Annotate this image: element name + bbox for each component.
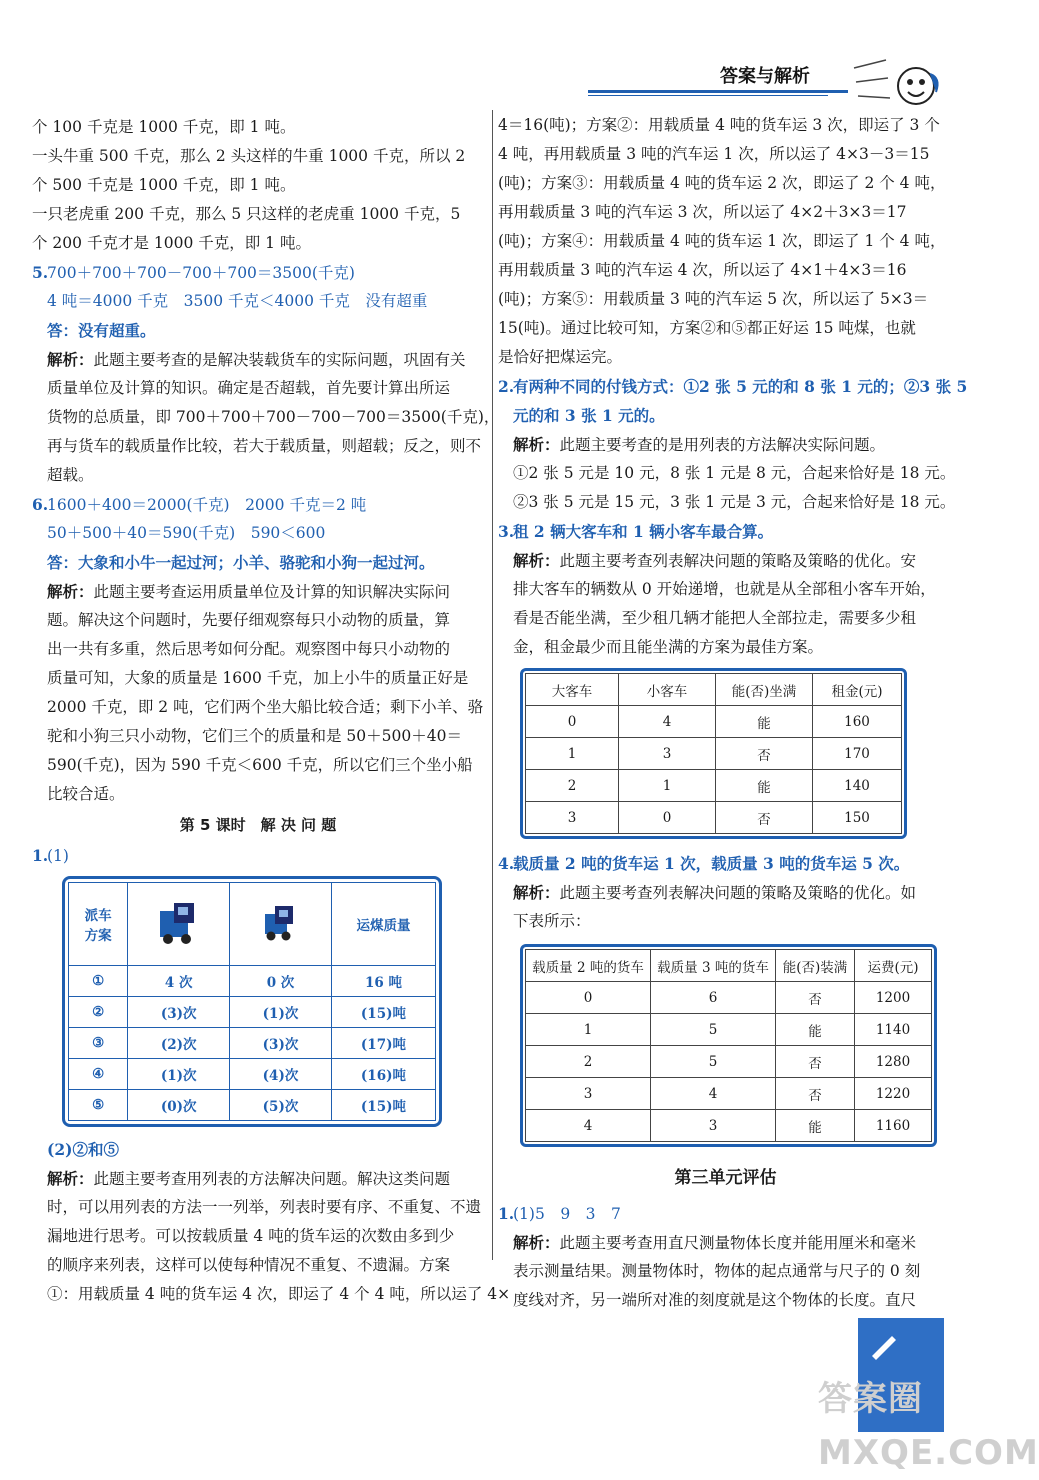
explanation-line: 看是否能坐满，至少租几辆才能把人全部拉走，需要多少租 bbox=[513, 609, 917, 627]
header-text: 方案 bbox=[84, 928, 112, 944]
q5-answer: 答：没有超重。 bbox=[47, 321, 156, 340]
cell: 4 次 bbox=[128, 966, 230, 997]
cell: (15)吨 bbox=[331, 1090, 435, 1121]
cell: 0 次 bbox=[230, 966, 332, 997]
table-header-row bbox=[526, 950, 932, 982]
q4-answer bbox=[498, 849, 953, 878]
q1-explanation bbox=[32, 1164, 484, 1193]
question-number: 1. bbox=[32, 846, 49, 865]
freight-table-frame bbox=[520, 944, 937, 1147]
text-line: (吨)；方案③：用载质量 4 吨的货车运 2 次，即运了 2 个 4 吨， bbox=[498, 174, 946, 192]
explanation-line: 下表所示： bbox=[513, 912, 591, 930]
cell: (16)吨 bbox=[331, 1059, 435, 1090]
text-line: 15(吨)。通过比较可知，方案②和⑤都正好运 15 吨煤，也就 bbox=[498, 319, 916, 337]
table-row bbox=[526, 1110, 932, 1142]
answer-text: 载质量 2 吨的货车运 1 次，载质量 3 吨的货车运 5 次。 bbox=[513, 854, 910, 873]
header-cell: 租金(元) bbox=[813, 674, 902, 706]
table-row bbox=[69, 997, 436, 1028]
header-cell: 载质量 3 吨的货车 bbox=[651, 950, 776, 982]
answer-text: 租 2 辆大客车和 1 辆小客车最合算。 bbox=[513, 522, 774, 541]
table-row bbox=[526, 706, 902, 738]
table-row bbox=[69, 966, 436, 997]
explanation-line: 驼和小狗三只小动物，它们三个的质量和是 50＋500＋40＝ bbox=[47, 727, 462, 745]
analysis-tag: 解析： bbox=[47, 350, 94, 369]
table-header-row bbox=[69, 883, 436, 966]
cell: 3 bbox=[526, 1078, 651, 1110]
explanation-line: 表示测量结果。测量物体时，物体的起点通常与尺子的 0 刻 bbox=[513, 1262, 921, 1280]
text-line: (吨)；方案④：用载质量 4 吨的货车运 1 次，即运了 1 个 4 吨， bbox=[498, 232, 946, 250]
u1-answer bbox=[498, 1199, 953, 1228]
table-header-row bbox=[526, 674, 902, 706]
truck-plan-table bbox=[68, 882, 436, 1121]
text-line: 再用载质量 3 吨的汽车运 4 次，所以运了 4×1＋4×3＝16 bbox=[498, 261, 907, 279]
cell: 1 bbox=[526, 738, 619, 770]
table-row bbox=[69, 1059, 436, 1090]
header-cell: 运费(元) bbox=[855, 950, 932, 982]
header-cell: 能(否)坐满 bbox=[716, 674, 813, 706]
cell: (3)次 bbox=[230, 1028, 332, 1059]
right-column bbox=[498, 111, 968, 1315]
text-line: 4＝16(吨)；方案②：用载质量 4 吨的货车运 3 次，即运了 3 个 bbox=[498, 116, 940, 134]
text-line: 一头牛重 500 千克，那么 2 头这样的牛重 1000 千克，所以 2 bbox=[32, 147, 466, 165]
text-line: 一只老虎重 200 千克，那么 5 只这样的老虎重 1000 千克，5 bbox=[32, 205, 461, 223]
question-number: 1. bbox=[498, 1204, 515, 1223]
left-column bbox=[32, 113, 511, 1309]
cell: (3)次 bbox=[128, 997, 230, 1028]
explanation-text: 此题主要考查运用质量单位及计算的知识解决实际问 bbox=[93, 583, 451, 601]
big-truck-icon bbox=[156, 897, 202, 947]
q5-explanation bbox=[32, 345, 484, 374]
header-cell-plan bbox=[69, 883, 128, 966]
cell: ④ bbox=[69, 1059, 128, 1090]
q2-answer bbox=[498, 372, 968, 401]
explanation-text: 此题主要考查用列表的方法解决问题。解决这类问题 bbox=[93, 1170, 451, 1188]
cell: 170 bbox=[813, 738, 902, 770]
part-label: (1) bbox=[47, 847, 69, 865]
q6-line2: 50＋500＋40＝590(千克) 590＜600 bbox=[47, 524, 326, 542]
cell: 6 bbox=[651, 982, 776, 1014]
answer-text: (1)5 9 3 7 bbox=[513, 1205, 621, 1223]
cell: 否 bbox=[776, 1078, 855, 1110]
explanation-text: 此题主要考查用直尺测量物体长度并能用厘米和毫米 bbox=[559, 1234, 917, 1252]
explanation-text: 此题主要考查的是解决装载货车的实际问题，巩固有关 bbox=[93, 351, 466, 369]
cell: 能 bbox=[716, 770, 813, 802]
question-number: 5. bbox=[32, 263, 49, 282]
q5-line2: 4 吨＝4000 千克 3500 千克＜4000 千克 没有超重 bbox=[47, 292, 428, 310]
cell: 4 bbox=[526, 1110, 651, 1142]
cell: 160 bbox=[813, 706, 902, 738]
explanation-line: 2000 千克，即 2 吨，它们两个坐大船比较合适；剩下小羊、骆 bbox=[47, 698, 484, 716]
header-cell: 小客车 bbox=[619, 674, 716, 706]
cell: (15)吨 bbox=[331, 997, 435, 1028]
header-cell-small-truck bbox=[230, 883, 332, 966]
table-row bbox=[526, 802, 902, 834]
header-cell: 能(否)装满 bbox=[776, 950, 855, 982]
explanation-text: 此题主要考查列表解决问题的策略及策略的优化。安 bbox=[559, 552, 917, 570]
header-cell-big-truck bbox=[128, 883, 230, 966]
cell: 140 bbox=[813, 770, 902, 802]
cell: 3 bbox=[526, 802, 619, 834]
bus-table-frame bbox=[520, 668, 907, 839]
cell: 150 bbox=[813, 802, 902, 834]
q5-equation: 700＋700＋700－700＋700＝3500(千克) bbox=[47, 264, 355, 282]
question-number: 4. bbox=[498, 854, 515, 873]
cell: ② bbox=[69, 997, 128, 1028]
table-row bbox=[526, 1046, 932, 1078]
header-cell: 大客车 bbox=[526, 674, 619, 706]
text-line: 再用载质量 3 吨的汽车运 3 次，所以运了 4×2＋3×3＝17 bbox=[498, 203, 907, 221]
cell: 16 吨 bbox=[331, 966, 435, 997]
cell: 4 bbox=[619, 706, 716, 738]
table-row bbox=[526, 1078, 932, 1110]
cell: 5 bbox=[651, 1014, 776, 1046]
table-row bbox=[69, 1028, 436, 1059]
explanation-line: 的顺序来列表，这样可以使每种情况不重复、不遗漏。方案 bbox=[47, 1256, 451, 1274]
q5-line1 bbox=[32, 258, 484, 287]
explanation-line: 排大客车的辆数从 0 开始递增，也就是从全部租小客车开始， bbox=[513, 580, 936, 598]
text-line: 个 500 千克是 1000 千克，即 1 吨。 bbox=[32, 176, 296, 194]
explanation-line: ②3 张 5 元是 15 元，3 张 1 元是 3 元，合起来恰好是 18 元。 bbox=[513, 493, 956, 511]
q3-answer bbox=[498, 517, 953, 546]
cell: ⑤ bbox=[69, 1090, 128, 1121]
analysis-tag: 解析： bbox=[513, 1233, 560, 1252]
explanation-line: 590(千克)，因为 590 千克＜600 千克，所以它们三个坐小船 bbox=[47, 756, 473, 774]
cell: (4)次 bbox=[230, 1059, 332, 1090]
text-line: 个 200 千克才是 1000 千克，即 1 吨。 bbox=[32, 234, 311, 252]
explanation-text: 此题主要考查的是用列表的方法解决实际问题。 bbox=[559, 436, 886, 454]
truck-plan-table-frame bbox=[62, 876, 442, 1127]
q3-explanation bbox=[498, 546, 953, 575]
cell: 否 bbox=[776, 1046, 855, 1078]
explanation-line: 货物的总质量，即 700＋700＋700－700－700＝3500(千克)， bbox=[47, 408, 500, 426]
cell: 能 bbox=[776, 1014, 855, 1046]
cell: (1)次 bbox=[230, 997, 332, 1028]
cell: 2 bbox=[526, 770, 619, 802]
cartoon-logo-icon bbox=[846, 48, 946, 118]
cell: 否 bbox=[716, 738, 813, 770]
analysis-tag: 解析： bbox=[47, 582, 94, 601]
analysis-tag: 解析： bbox=[513, 551, 560, 570]
cell: 1 bbox=[619, 770, 716, 802]
cell: ③ bbox=[69, 1028, 128, 1059]
cell: 0 bbox=[619, 802, 716, 834]
explanation-line: 质量可知，大象的质量是 1600 千克，加上小牛的质量正好是 bbox=[47, 669, 469, 687]
column-divider bbox=[492, 110, 493, 1260]
cell: 3 bbox=[619, 738, 716, 770]
explanation-line: 度线对齐，另一端所对准的刻度就是这个物体的长度。直尺 bbox=[513, 1291, 917, 1309]
watermark-text: 答案圈 MXQE.COM bbox=[818, 1379, 1039, 1473]
q2-answer-cont: 元的和 3 张 1 元的。 bbox=[513, 406, 665, 425]
text-line: (吨)；方案⑤：用载质量 3 吨的汽车运 5 次，所以运了 5×3＝ bbox=[498, 290, 929, 308]
cell: 能 bbox=[776, 1110, 855, 1142]
cell: 5 bbox=[651, 1046, 776, 1078]
lesson-title: 第 5 课时 解 决 问 题 bbox=[179, 816, 337, 834]
q6-equation: 1600＋400＝2000(千克) 2000 千克＝2 吨 bbox=[47, 496, 367, 514]
cell: 1220 bbox=[855, 1078, 932, 1110]
text-line: 个 100 千克是 1000 千克，即 1 吨。 bbox=[32, 118, 296, 136]
explanation-line: 漏地进行思考。可以按载质量 4 吨的货车运的次数由多到少 bbox=[47, 1227, 455, 1245]
explanation-line: 超载。 bbox=[47, 466, 94, 484]
explanation-text: 此题主要考查列表解决问题的策略及策略的优化。如 bbox=[559, 884, 917, 902]
header-cell-coal: 运煤质量 bbox=[331, 883, 435, 966]
cell: (0)次 bbox=[128, 1090, 230, 1121]
text-line: 4 吨，再用载质量 3 吨的汽车运 1 次，所以运了 4×3－3＝15 bbox=[498, 145, 930, 163]
cell: (1)次 bbox=[128, 1059, 230, 1090]
table-row bbox=[69, 1090, 436, 1121]
unit-title: 第三单元评估 bbox=[674, 1168, 777, 1188]
q6-explanation bbox=[32, 577, 484, 606]
explanation-line: 题。解决这个问题时，先要仔细观察每只小动物的质量，算 bbox=[47, 611, 451, 629]
analysis-tag: 解析： bbox=[513, 883, 560, 902]
table-row bbox=[526, 738, 902, 770]
analysis-tag: 解析： bbox=[47, 1169, 94, 1188]
cell: 1200 bbox=[855, 982, 932, 1014]
cell: 1280 bbox=[855, 1046, 932, 1078]
cell: (2)次 bbox=[128, 1028, 230, 1059]
question-number: 3. bbox=[498, 522, 515, 541]
cell: 4 bbox=[651, 1078, 776, 1110]
explanation-line: 质量单位及计算的知识。确定是否超载，首先要计算出所运 bbox=[47, 379, 451, 397]
cell: 否 bbox=[776, 982, 855, 1014]
explanation-line: 金，租金最少而且能坐满的方案为最佳方案。 bbox=[513, 638, 824, 656]
cell: 否 bbox=[716, 802, 813, 834]
q6-line1 bbox=[32, 490, 484, 519]
cell: 0 bbox=[526, 706, 619, 738]
header-cell: 载质量 2 吨的货车 bbox=[526, 950, 651, 982]
q1-part2-answer: (2)②和⑤ bbox=[47, 1140, 119, 1159]
explanation-line: 比较合适。 bbox=[47, 785, 125, 803]
table-row bbox=[526, 770, 902, 802]
question-number: 6. bbox=[32, 495, 49, 514]
page-header-title: 答案与解析 bbox=[720, 66, 810, 87]
explanation-line: 出一共有多重，然后思考如何分配。观察图中每只小动物的 bbox=[47, 640, 451, 658]
pencil-icon bbox=[866, 1326, 902, 1362]
question-number: 2. bbox=[498, 377, 515, 396]
small-truck-icon bbox=[261, 900, 301, 944]
answer-text: 有两种不同的付钱方式：①2 张 5 元的和 8 张 1 元的；②3 张 5 bbox=[513, 377, 968, 396]
cell: (5)次 bbox=[230, 1090, 332, 1121]
bus-rental-table bbox=[525, 673, 902, 834]
text-line: 是恰好把煤运完。 bbox=[498, 348, 623, 366]
cell: (17)吨 bbox=[331, 1028, 435, 1059]
explanation-line: 时，可以用列表的方法一一列举，列表时要有序、不重复、不遗 bbox=[47, 1198, 482, 1216]
header-text: 派车 bbox=[84, 908, 112, 924]
cell: 0 bbox=[526, 982, 651, 1014]
cell: 1140 bbox=[855, 1014, 932, 1046]
q4-explanation bbox=[498, 878, 953, 907]
u1-explanation bbox=[498, 1228, 953, 1257]
cell: 能 bbox=[716, 706, 813, 738]
q1-part1 bbox=[32, 841, 484, 870]
analysis-tag: 解析： bbox=[513, 435, 560, 454]
freight-cost-table bbox=[525, 949, 932, 1142]
header-rule-thin bbox=[588, 95, 828, 96]
cell: 3 bbox=[651, 1110, 776, 1142]
q2-explanation bbox=[498, 430, 953, 459]
explanation-line: ①：用载质量 4 吨的货车运 4 次，即运了 4 个 4 吨，所以运了 4× bbox=[47, 1285, 511, 1303]
cell: 1160 bbox=[855, 1110, 932, 1142]
cell: 1 bbox=[526, 1014, 651, 1046]
header-rule bbox=[588, 90, 848, 93]
cell: 2 bbox=[526, 1046, 651, 1078]
q6-answer: 答：大象和小牛一起过河；小羊、骆驼和小狗一起过河。 bbox=[47, 553, 435, 572]
explanation-line: 再与货车的载质量作比较，若大于载质量，则超载；反之，则不 bbox=[47, 437, 482, 455]
explanation-line: ①2 张 5 元是 10 元，8 张 1 元是 8 元，合起来恰好是 18 元。 bbox=[513, 464, 956, 482]
cell: ① bbox=[69, 966, 128, 997]
table-row bbox=[526, 982, 932, 1014]
table-row bbox=[526, 1014, 932, 1046]
